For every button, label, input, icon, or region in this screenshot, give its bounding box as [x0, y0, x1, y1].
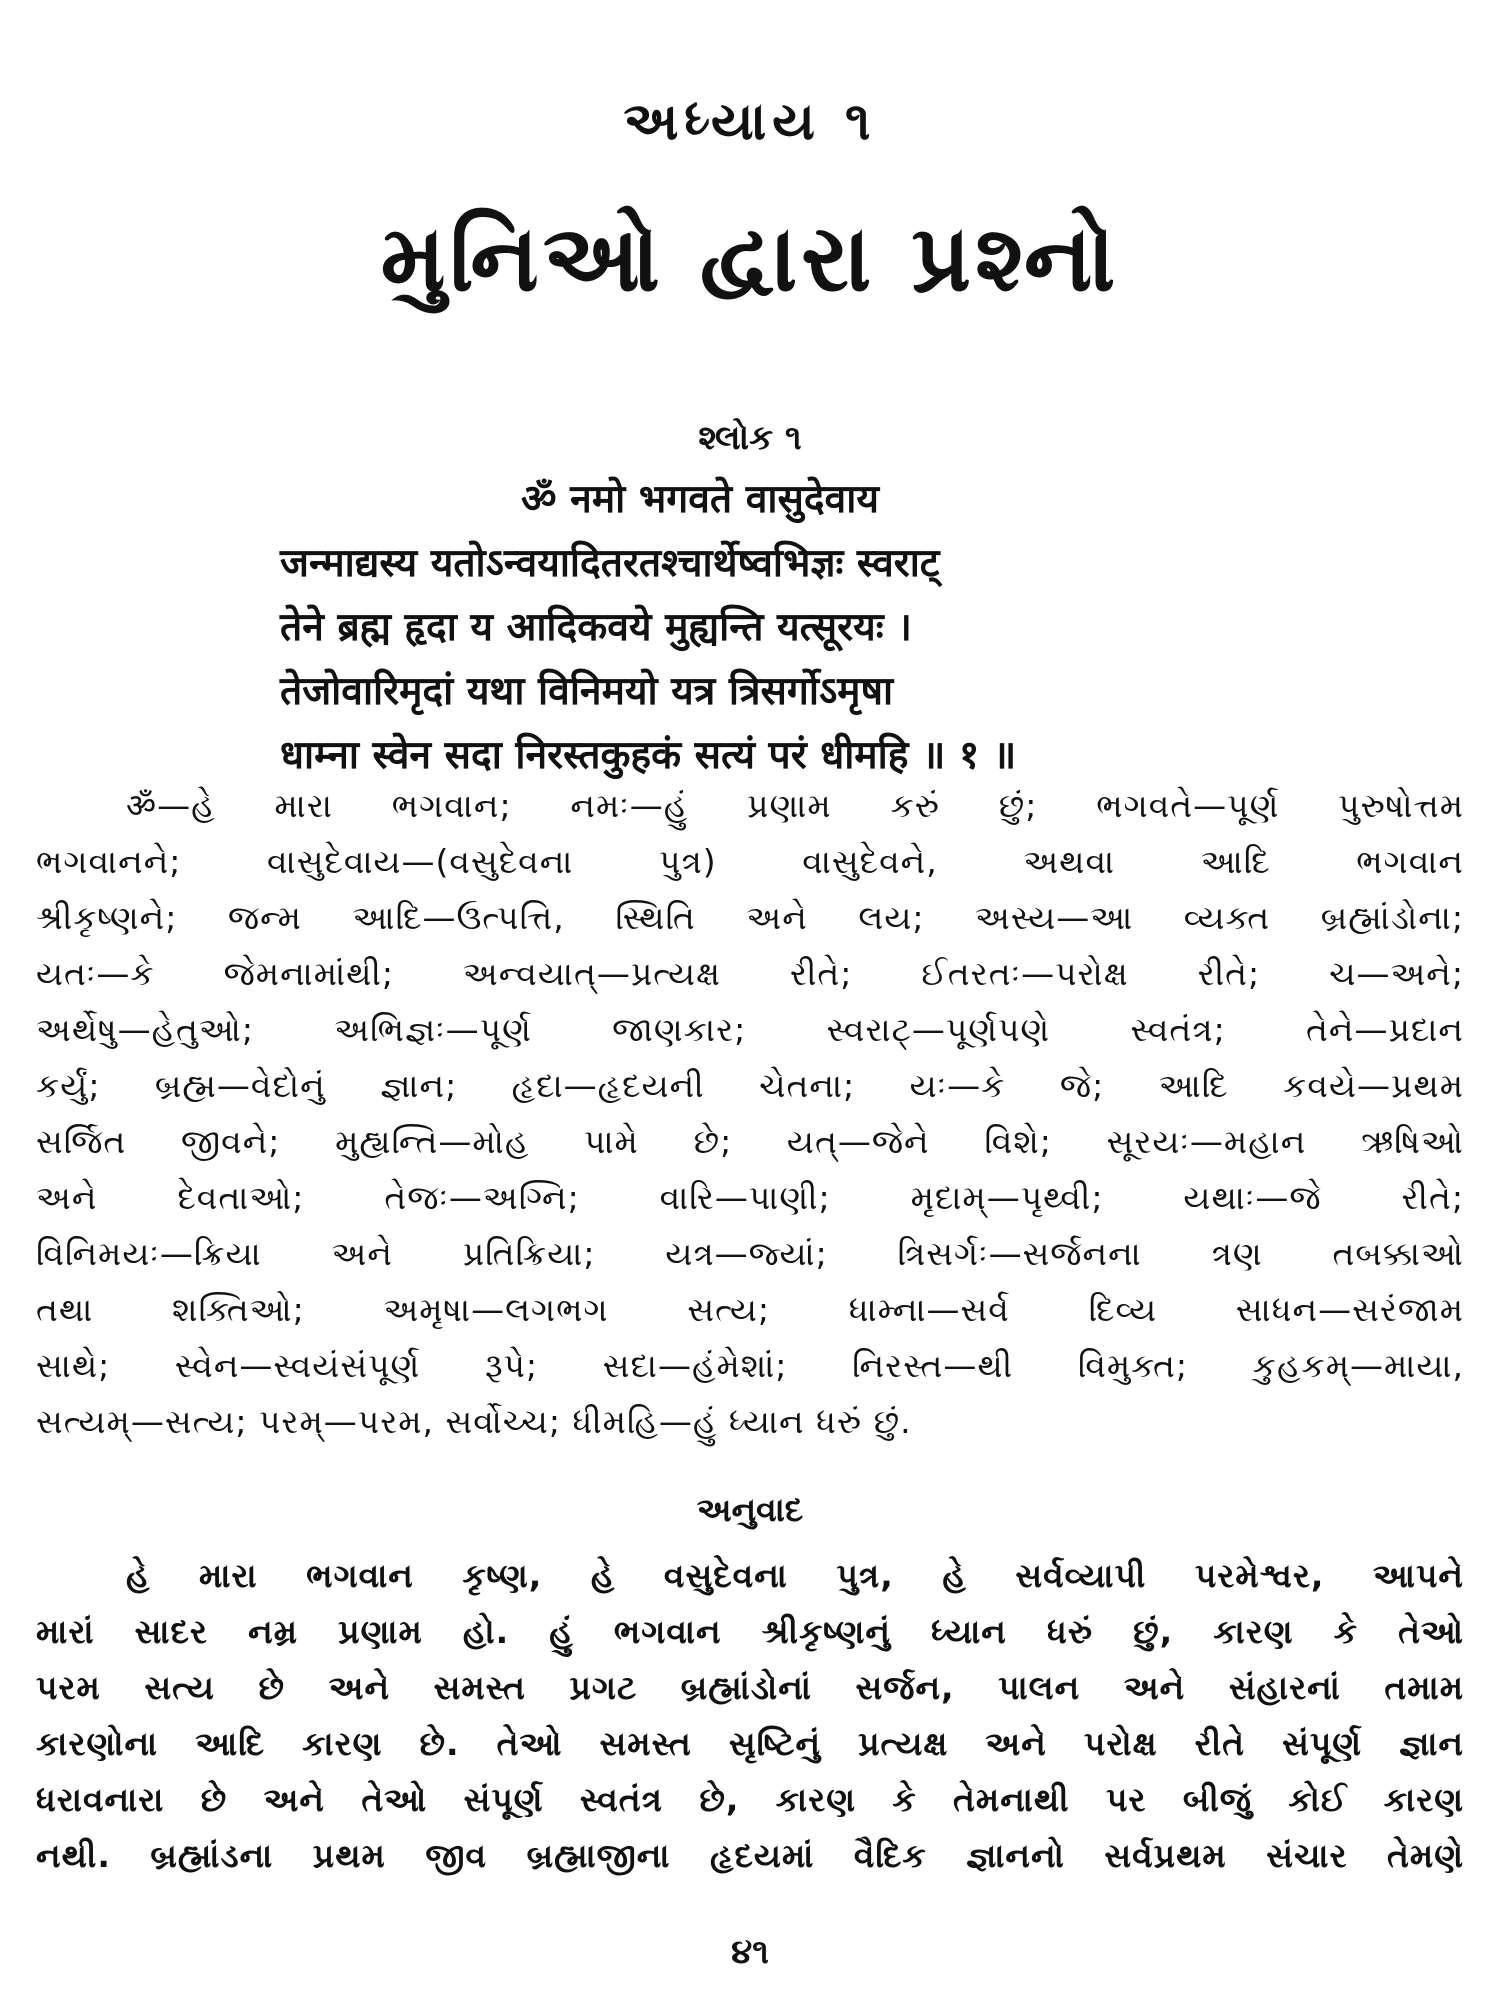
translation-line: હે મારા ભગવાન કૃષ્ણ, હે વસુદેવના પુત્ર, હે સર્વવ્યાપી પરમેશ્વર, આપને — [126, 1556, 1464, 1595]
translation-line: કારણોના આદિ કારણ છે. તેઓ સમસ્ત સૃષ્ટિનું પ્રત્યક્ષ અને પરોક્ષ રીતે સંપૂર્ણ જ્ઞાન — [36, 1724, 1464, 1763]
word-meanings-line: સાથે; સ્વેન—સ્વયંસંપૂર્ણ રૂપે; સદા—હંમેશાં; નિરસ્ત—થી વિમુક્ત; કુહકમ્—માયા, — [36, 1346, 1464, 1385]
word-meanings-line: ॐ—હે મારા ભગવાન; નમઃ—હું પ્રણામ કરું છું; ભગવતે—પૂર્ણ પુરુષોત્તમ — [126, 786, 1464, 825]
word-meanings-line: યતઃ—કે જેમનામાંથી; અન્વયાત્—પ્રત્યક્ષ રીતે; ઈતરતઃ—પરોક્ષ રીતે; ચ—અને; — [36, 954, 1464, 993]
word-meanings — [36, 778, 1464, 1450]
sanskrit-verse — [250, 468, 1300, 788]
translation-line: ધરાવનારા છે અને તેઓ સંપૂર્ણ સ્વતંત્ર છે, કારણ કે તેમનાથી પર બીજું કોઈ કારણ — [36, 1780, 1464, 1819]
page-number: ૪૧ — [731, 1932, 769, 1972]
chapter-number: અધ્યાય ૧ — [623, 92, 877, 152]
word-meanings-line: અર્થેષુ—હેતુઓ; અભિજ્ઞઃ—પૂર્ણ જાણકાર; સ્વરાટ્—પૂર્ણપણે સ્વતંત્ર; તેને—પ્રદાન — [36, 1010, 1464, 1049]
verse-heading: શ્લોક ૧ — [698, 418, 802, 458]
verse-line: तेने ब्रह्म हृदा य आदिकवये मुह्यन्ति यत्सूरयः । — [280, 605, 912, 650]
translation-line: નથી. બ્રહ્માંડના પ્રથમ જીવ બ્રહ્માજીના હૃદયમાં વૈદિક જ્ઞાનનો સર્વપ્રથમ સંચાર તેમણે — [36, 1836, 1464, 1875]
verse-line: ॐ नमो भगवते वासुदेवाय — [521, 477, 879, 522]
verse-line: जन्माद्यस्य यतोऽन्वयादितरतश्चार्थेष्वभिज्ञः स्वराट् — [280, 541, 940, 586]
word-meanings-line: સત્યમ્—સત્ય; પરમ્—પરમ, સર્વોચ્ચ; ધીમહિ—હું ધ્યાન ધરું છું. — [36, 1402, 912, 1441]
word-meanings-line: શ્રીકૃષ્ણને; જન્મ આદિ—ઉત્પત્તિ, સ્થિતિ અને લય; અસ્ય—આ વ્યક્ત બ્રહ્માંડોના; — [36, 898, 1464, 937]
word-meanings-line: અને દેવતાઓ; તેજઃ—અગ્નિ; વારિ—પાણી; મૃદામ્—પૃથ્વી; યથાઃ—જે રીતે; — [36, 1178, 1464, 1217]
word-meanings-line: તથા શક્તિઓ; અમૃષા—લગભગ સત્ય; ધામ્ના—સર્વ દિવ્ય સાધન—સરંજામ — [36, 1290, 1464, 1329]
word-meanings-line: કર્યું; બ્રહ્મ—વેદોનું જ્ઞાન; હૃદા—હૃદયની ચેતના; યઃ—કે જે; આદિ કવયે—પ્રથમ — [36, 1066, 1464, 1105]
verse-line: धाम्ना स्वेन सदा निरस्तकुहकं सत्यं परं धीमहि ॥ १ ॥ — [280, 733, 1017, 778]
translation-text — [36, 1548, 1464, 1884]
verse-line: तेजोवारिमृदां यथा विनिमयो यत्र त्रिसर्गोऽमृषा — [280, 669, 894, 714]
word-meanings-line: સર્જિત જીવને; મુહ્યન્તિ—મોહ પામે છે; યત્—જેને વિશે; સૂરયઃ—મહાન ઋષિઓ — [36, 1122, 1464, 1161]
translation-line: મારાં સાદર નમ્ર પ્રણામ હો. હું ભગવાન શ્રીકૃષ્ણનું ધ્યાન ધરું છું, કારણ કે તેઓ — [36, 1612, 1464, 1651]
translation-heading: અનુવાદ — [696, 1490, 804, 1529]
chapter-title: મુનિઓ દ્વારા પ્રશ્નો — [380, 205, 1120, 312]
translation-line: પરમ સત્ય છે અને સમસ્ત પ્રગટ બ્રહ્માંડોનાં સર્જન, પાલન અને સંહારનાં તમામ — [36, 1668, 1464, 1707]
word-meanings-line: વિનિમયઃ—ક્રિયા અને પ્રતિક્રિયા; યત્ર—જ્યાં; ત્રિસર્ગઃ—સર્જનના ત્રણ તબક્કાઓ — [36, 1234, 1464, 1273]
word-meanings-line: ભગવાનને; વાસુદેવાય—(વસુદેવના પુત્ર) વાસુદેવને, અથવા આદિ ભગવાન — [36, 842, 1464, 881]
